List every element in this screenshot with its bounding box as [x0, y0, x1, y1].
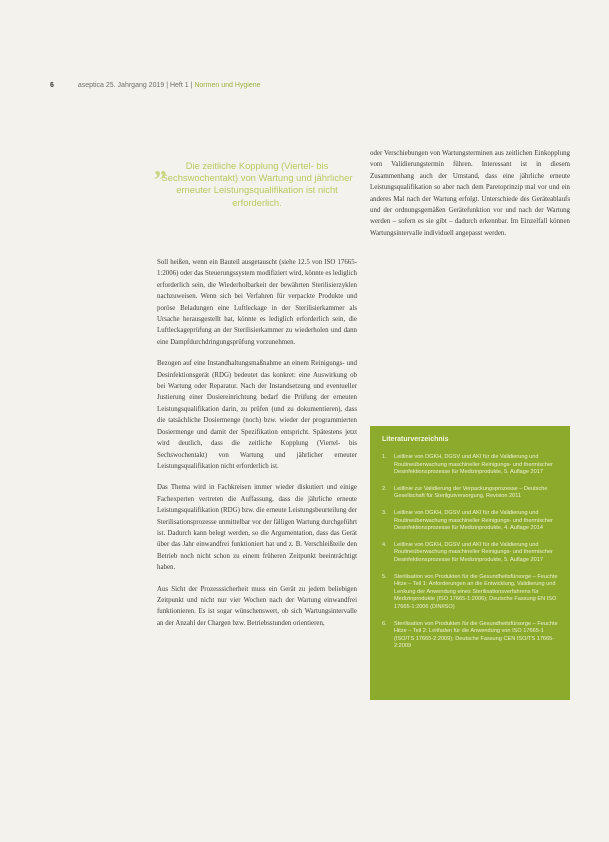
reference-number: 1. [382, 454, 387, 460]
references-box [370, 426, 570, 700]
reference-text: Leitlinie von DGKH, DGSV und AKI für die Validierung und Routineüberwachung maschineller Reinigungs- und thermischer Desinfektionsprozesse für Medizinprodukte, 5. Auflage 2017 [394, 454, 553, 476]
reference-item [382, 542, 558, 565]
page-header [50, 82, 570, 89]
reference-item [382, 486, 558, 501]
page-number: 6 [50, 82, 54, 89]
reference-text: Leitlinie von DGKH, DGSV und AKI für die Validierung und Routineüberwachung maschineller Reinigungs- und thermischer Desinfektionsprozesse für Medizinprodukte, 4. Auflage 2014 [394, 509, 553, 532]
reference-number: 5. [382, 573, 387, 580]
paragraph: Das Thema wird in Fachkreisen immer wieder diskutiert und einige Fachexperten vertreten die Auffassung, dass die jährliche erneute Leistungsqualifikation (RDG) bzw. die erneute Leistungsbeurteilung der Sterilisationsprozesse unmittelbar vor der fälligen Wartung durchgeführt ist. Dadurch kann belegt werden, so die Argumentation, dass das Gerät über das Jahr einwandfrei funktioniert hat und z. B. Verschleißteile den Betrieb noch nicht schon zu einem früheren Zeitpunkt beeinträchtigt haben. [157, 484, 357, 572]
paragraph: Soll heißen, wenn ein Bauteil ausgetauscht (siehe 12.5 von ISO 17665-1:2006) oder das Steuerungssystem modifiziert wird, könnte es lediglich erforderlich sein, die Wiederholbarkeit der bewährten Sterilisierzyklen nachzuweisen. Wenn sich bei Verfahren für verpackte Produkte und poröse Beladungen eine Luftleckage in der Sterilisierkammer als Ursache herausgestellt hat, könnte es lediglich erforderlich sein, die Luftleckageprüfung an der Sterilisierkammer zu wiederholen und dann eine Dampfdurchdringungsprüfung vorzunehmen. [157, 259, 357, 346]
reference-number: 4. [382, 541, 387, 548]
right-column [370, 148, 570, 249]
journal-info: aseptica 25. Jahrgang 2019 | Heft 1 | [77, 82, 193, 89]
reference-item [382, 510, 558, 533]
reference-text: Leitlinie von DGKH, DGSV und AKI für die Validierung und Routineüberwachung maschineller Reinigungs- und thermischer Desinfektionsprozesse für Medizinprodukte, 5. Auflage 2017 [394, 541, 553, 563]
paragraph: Aus Sicht der Prozesssicherheit muss ein Gerät zu jedem beliebigen Zeitpunkt und nicht nur vier Wochen nach der Wartung einwandfrei funktionieren. Es ist sogar wünschenswert, ob sich Wartungsintervalle an der Anzahl der Chargen bzw. Betriebsstunden orientieren, [157, 585, 357, 627]
reference-number: 3. [382, 509, 387, 516]
reference-text: Leitlinie zur Validierung der Verpackungsprozesse – Deutsche Gesellschaft für Sterilgutversorgung, Revision 2011 [394, 485, 548, 500]
reference-text: Sterilisation von Produkten für die Gesundheitsfürsorge – Feuchte Hitze – Teil 2: Leitfaden für die Anwendung von ISO 17665-1 (ISO/TS 17665-2:2009); Deutsche Fassung CEN ISO/TS 17665-2:2009 [394, 620, 558, 650]
quote-mark-icon: „ [154, 152, 167, 181]
references-title: Literaturverzeichnis [382, 436, 449, 443]
pull-quote-text: Die zeitliche Kopplung (Viertel- bis Sechswochentakt) von Wartung und jährlicher erneuter Leistungsqualifikation ist nicht erforderlich. [161, 160, 353, 208]
reference-number: 2. [382, 485, 387, 492]
reference-item [382, 574, 558, 612]
reference-item [382, 621, 558, 651]
left-column [157, 257, 357, 639]
paragraph: oder Verschiebungen von Wartungsterminen aus zeitlichen Einkopplung vom Validierungstermin führen. Interessant ist in diesem Zusammenhang auch der Umstand, dass eine jährliche erneute Leistungsqualifikation so aber nach dem Paretoprinzip mal vor und ein anderes Mal nach der Wartung erfolgt. Unterschiede des Geräteablaufs und der ordnungsgemäßen Gerätefunktion vor und nach der Wartung werden – sofern es sie gibt – dadurch erkennbar. Im Einzelfall können Wartungsintervalle individuell angepasst werden. [370, 150, 570, 237]
section-name: Normen und Hygiene [194, 82, 261, 89]
paragraph: Bezogen auf eine Instandhaltungsmaßnahme an einem Reinigungs- und Desinfektionsgerät (RDG) bedeutet das konkret: eine Auswirkung ob bei Wartung oder Reparatur. Nach der Instandsetzung und eventueller Justierung einer Dosiereinrichtung bedarf die Prüfung der erneuten Leistungsqualifikation darin, zu prüfen (und zu dokumentieren), dass die tatsächliche Dosiermenge (noch) bzw. wieder der programmierten Dosiermenge und damit der Spezifikation entspricht. Spätestens jetzt wird deutlich, dass die zeitliche Kopplung (Viertel- bis Sechswochentakt) von Wartung und jährlicher erneuter Leistungsqualifikation nicht erforderlich ist. [157, 360, 357, 470]
reference-text: Sterilisation von Produkten für die Gesundheitsfürsorge – Feuchte Hitze – Teil 1: Anforderungen an die Entwicklung, Validierung und Lenkung der Anwendung eines Sterilisationsverfahrens für Medizinprodukte (ISO 17665-1:2006); Deutsche Fassung EN ISO 17665-1:2006 (DIN/ISO) [394, 573, 558, 610]
pull-quote [154, 152, 358, 209]
reference-number: 6. [382, 620, 387, 627]
reference-item [382, 454, 558, 477]
